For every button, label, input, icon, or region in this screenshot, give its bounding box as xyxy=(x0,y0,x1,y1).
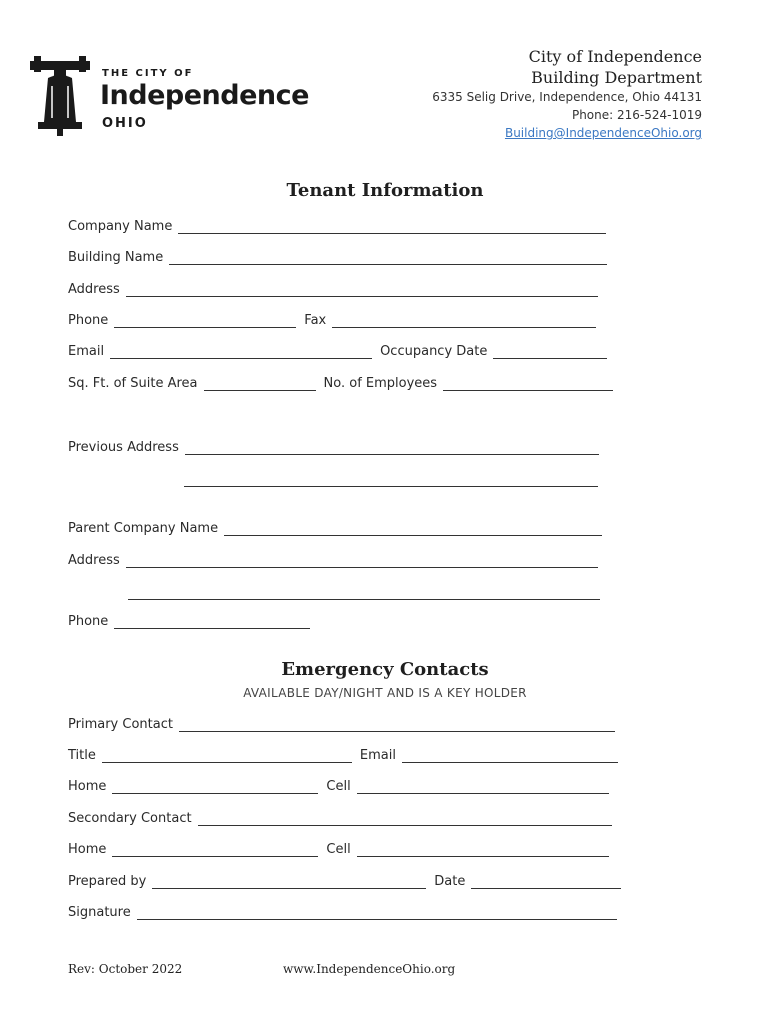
home-label-2: Home xyxy=(68,842,107,857)
cell-label-2: Cell xyxy=(326,842,351,857)
sqft-label: Sq. Ft. of Suite Area xyxy=(68,376,198,391)
emergency-subtitle: AVAILABLE DAY/NIGHT AND IS A KEY HOLDER xyxy=(243,686,527,700)
home-label: Home xyxy=(68,779,107,794)
phone-label: Phone xyxy=(68,313,109,328)
parent-phone-field[interactable] xyxy=(114,614,310,629)
department-email-link[interactable]: Building@IndependenceOhio.org xyxy=(504,126,702,140)
home-cell-row-2 xyxy=(68,837,609,857)
date-field[interactable] xyxy=(471,874,621,889)
parent-address-field[interactable] xyxy=(126,553,598,568)
fax-label: Fax xyxy=(304,313,327,328)
department-address: 6335 Selig Drive, Independence, Ohio 44131 xyxy=(432,90,702,104)
city-logo xyxy=(30,56,310,140)
employees-field[interactable] xyxy=(443,376,613,391)
sqft-employees-row xyxy=(68,371,613,391)
home-field[interactable] xyxy=(112,779,318,794)
building-name-label: Building Name xyxy=(68,250,164,265)
home-field-2[interactable] xyxy=(112,842,318,857)
company-name-field[interactable] xyxy=(178,219,606,234)
company-name-row xyxy=(68,214,606,234)
header-contact-block xyxy=(432,46,702,142)
secondary-contact-label: Secondary Contact xyxy=(68,811,192,826)
fax-field[interactable] xyxy=(332,313,596,328)
department-line-2: Building Department xyxy=(531,68,702,87)
email-label: Email xyxy=(68,344,105,359)
occupancy-date-label: Occupancy Date xyxy=(380,344,488,359)
home-cell-row xyxy=(68,774,609,794)
title-email-row xyxy=(68,743,618,763)
logo-line-1: THE CITY OF xyxy=(102,68,194,79)
secondary-contact-row xyxy=(68,806,612,826)
prepared-by-label: Prepared by xyxy=(68,874,147,889)
cell-label: Cell xyxy=(326,779,351,794)
parent-phone-label: Phone xyxy=(68,614,109,629)
previous-address-field[interactable] xyxy=(185,440,599,455)
employees-label: No. of Employees xyxy=(323,376,438,391)
signature-label: Signature xyxy=(68,905,131,920)
cell-field[interactable] xyxy=(357,779,609,794)
tenant-section-title: Tenant Information xyxy=(286,180,484,201)
parent-address-row-2 xyxy=(128,580,600,600)
phone-fax-row xyxy=(68,308,596,328)
contact-email-label: Email xyxy=(359,748,396,763)
primary-contact-label: Primary Contact xyxy=(68,717,173,732)
prepared-date-row xyxy=(68,869,621,889)
address-label: Address xyxy=(68,282,120,297)
phone-field[interactable] xyxy=(114,313,296,328)
email-occupancy-row xyxy=(68,339,607,359)
secondary-contact-field[interactable] xyxy=(198,811,612,826)
email-field[interactable] xyxy=(110,344,372,359)
previous-address-row xyxy=(68,435,599,455)
department-phone: Phone: 216-524-1019 xyxy=(571,108,702,122)
emergency-section-title: Emergency Contacts xyxy=(281,659,489,680)
parent-address-field-2[interactable] xyxy=(128,585,600,600)
date-label: Date xyxy=(434,874,466,889)
title-label: Title xyxy=(68,748,96,763)
parent-company-field[interactable] xyxy=(224,521,602,536)
occupancy-date-field[interactable] xyxy=(493,344,607,359)
parent-address-row xyxy=(68,548,598,568)
primary-contact-field[interactable] xyxy=(179,717,615,732)
signature-field[interactable] xyxy=(137,905,617,920)
revision-note: Rev: October 2022 xyxy=(68,962,183,976)
parent-phone-row xyxy=(68,609,310,629)
title-field[interactable] xyxy=(102,748,352,763)
parent-company-row xyxy=(68,516,602,536)
contact-email-field[interactable] xyxy=(402,748,618,763)
primary-contact-row xyxy=(68,712,615,732)
previous-address-row-2 xyxy=(184,467,598,487)
company-name-label: Company Name xyxy=(68,219,173,234)
prepared-by-field[interactable] xyxy=(152,874,426,889)
address-field[interactable] xyxy=(126,282,598,297)
liberty-bell-icon xyxy=(30,56,90,140)
building-name-row xyxy=(68,245,607,265)
sqft-field[interactable] xyxy=(204,376,316,391)
parent-company-label: Parent Company Name xyxy=(68,521,219,536)
parent-address-label: Address xyxy=(68,553,120,568)
logo-line-2: Independence xyxy=(100,80,309,111)
signature-row xyxy=(68,900,617,920)
website-link[interactable]: www.IndependenceOhio.org xyxy=(283,962,456,976)
previous-address-field-2[interactable] xyxy=(184,472,598,487)
address-row xyxy=(68,277,598,297)
department-line-1: City of Independence xyxy=(528,47,702,66)
previous-address-label: Previous Address xyxy=(68,440,179,455)
cell-field-2[interactable] xyxy=(357,842,609,857)
building-name-field[interactable] xyxy=(169,250,607,265)
logo-line-3: OHIO xyxy=(102,116,148,131)
